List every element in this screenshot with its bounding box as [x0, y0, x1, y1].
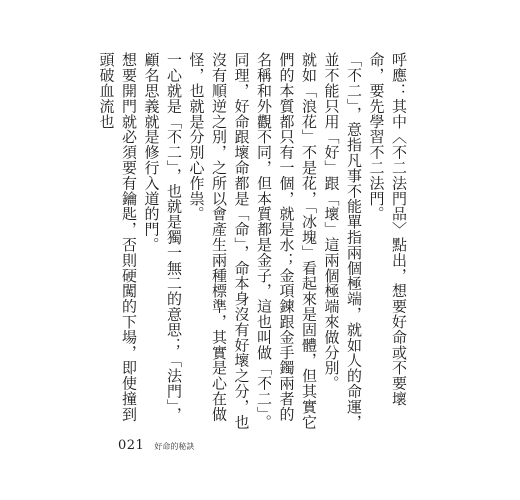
page-footer: [118, 438, 194, 453]
running-title: 好命的秘訣: [154, 442, 195, 451]
page-number: 021: [118, 438, 145, 453]
vertical-body-text: [95, 52, 410, 430]
paragraph: 想要開門就必須要有鑰匙，否則硬闖的下場，即使撞到頭破血流也: [97, 52, 138, 422]
paragraph: 就如「浪花」不是花，「冰塊」看起來是固體，但其實它們的本質都只有一個，就是水；金項鍊跟金手鐲兩者的名稱和外觀不同，但本質都是金子，這也叫做「不二」。同理，好命跟壞命都是「命」，命本身沒有好壞之分，也沒有順逆之別，之所以會產生兩種標準，其實是心在做怪，也就是分別心作祟。: [187, 52, 318, 430]
paragraph: 一心就是「不二」，也就是獨一無二的意思；「法門」，顧名思義就是修行入道的門。: [142, 52, 183, 422]
paragraph: 「不二」，意指凡事不能單指兩個極端，就如人的命運，並不能只用「好」跟「壞」這兩個極端來做分別。: [322, 52, 363, 430]
paragraph: 呼應：其中〈不二法門品〉點出，想要好命或不要壞命，要先學習不二法門。: [367, 52, 408, 407]
